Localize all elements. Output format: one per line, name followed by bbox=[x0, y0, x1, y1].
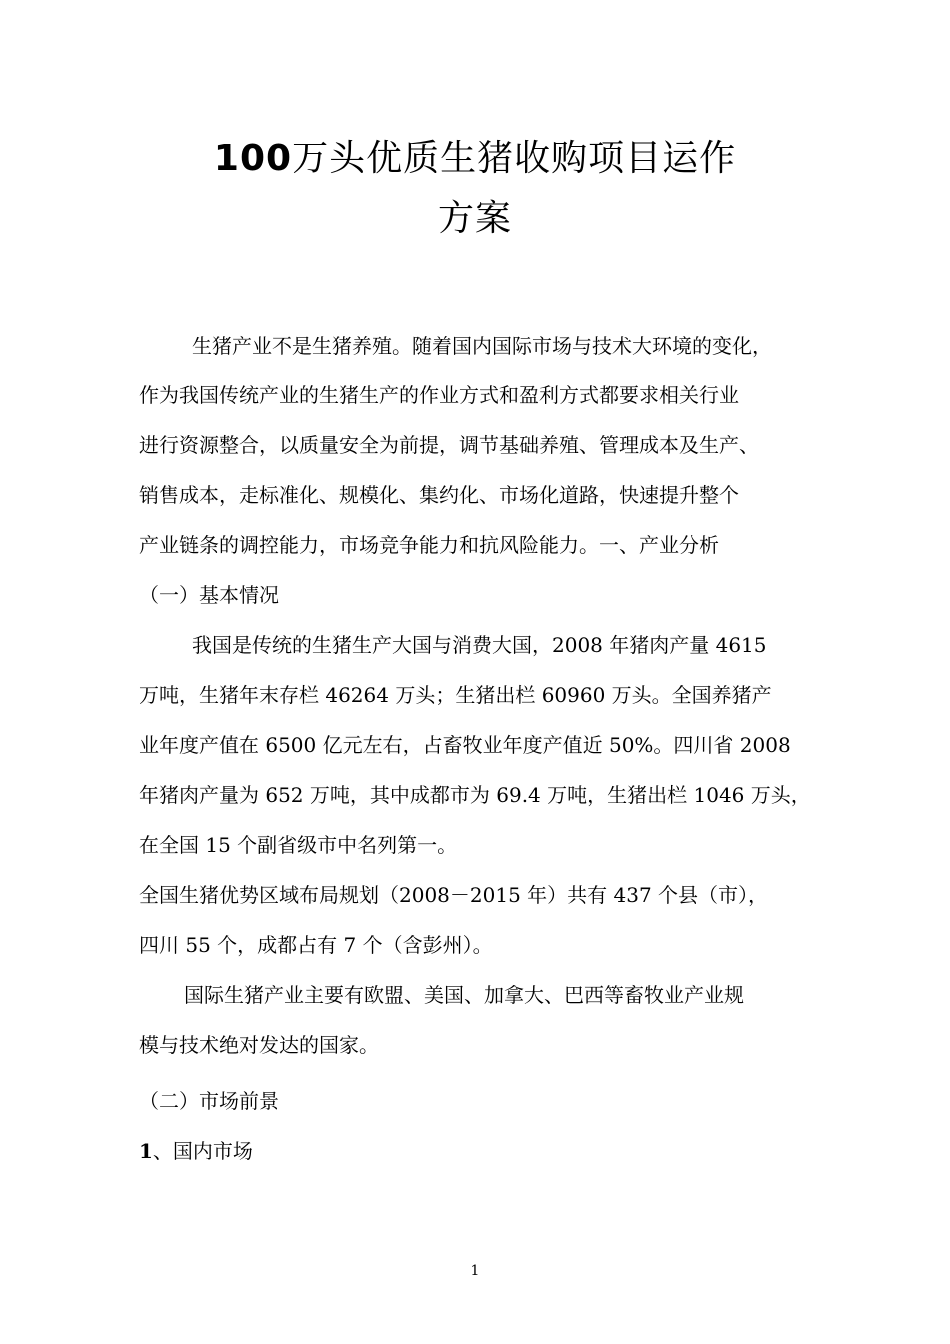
subsection-heading bbox=[139, 1137, 839, 1165]
paragraph-line: 我国是传统的生猪生产大国与消费大国，2008 年猪肉产量 4615 bbox=[192, 633, 767, 657]
paragraph-line: 全国生猪优势区域布局规划（2008－2015 年）共有 437 个县（市）， bbox=[139, 883, 769, 907]
paragraph-line: 业年度产值在 6500 亿元左右，占畜牧业年度产值近 50%。四川省 2008 bbox=[139, 733, 791, 757]
paragraph-line: 万吨，生猪年末存栏 46264 万头；生猪出栏 60960 万头。全国养猪产 bbox=[139, 683, 772, 707]
paragraph-line: 作为我国传统产业的生猪生产的作业方式和盈利方式都要求相关行业 bbox=[139, 383, 739, 407]
paragraph-line: 四川 55 个，成都占有 7 个（含彭州）。 bbox=[139, 933, 493, 957]
paragraph-line: 进行资源整合，以质量安全为前提，调节基础养殖、管理成本及生产、 bbox=[139, 433, 759, 457]
paragraph-line: 产业链条的调控能力，市场竞争能力和抗风险能力。一、产业分析 bbox=[139, 533, 719, 557]
section-heading: （二）市场前景 bbox=[139, 1089, 279, 1113]
subsection-title: 、国内市场 bbox=[152, 1139, 253, 1163]
section-heading: （一）基本情况 bbox=[139, 583, 279, 607]
page-number: 1 bbox=[470, 1263, 480, 1279]
paragraph-line: 模与技术绝对发达的国家。 bbox=[139, 1033, 379, 1057]
title-text-line-1: 万头优质生猪收购项目运作 bbox=[292, 138, 737, 179]
paragraph-line: 销售成本，走标准化、规模化、集约化、市场化道路，快速提升整个 bbox=[139, 483, 739, 507]
document-title-line-2: 方案 bbox=[437, 198, 512, 239]
paragraph-line: 在全国 15 个副省级市中名列第一。 bbox=[139, 833, 458, 857]
title-number: 100 bbox=[213, 138, 293, 179]
paragraph-line: 生猪产业不是生猪养殖。随着国内国际市场与技术大环境的变化， bbox=[192, 334, 772, 358]
subsection-number: 1 bbox=[139, 1139, 153, 1163]
document-title-line-1 bbox=[0, 139, 950, 179]
paragraph-line: 国际生猪产业主要有欧盟、美国、加拿大、巴西等畜牧业产业规 bbox=[184, 983, 744, 1007]
paragraph-line: 年猪肉产量为 652 万吨，其中成都市为 69.4 万吨，生猪出栏 1046 万头， bbox=[139, 783, 811, 807]
